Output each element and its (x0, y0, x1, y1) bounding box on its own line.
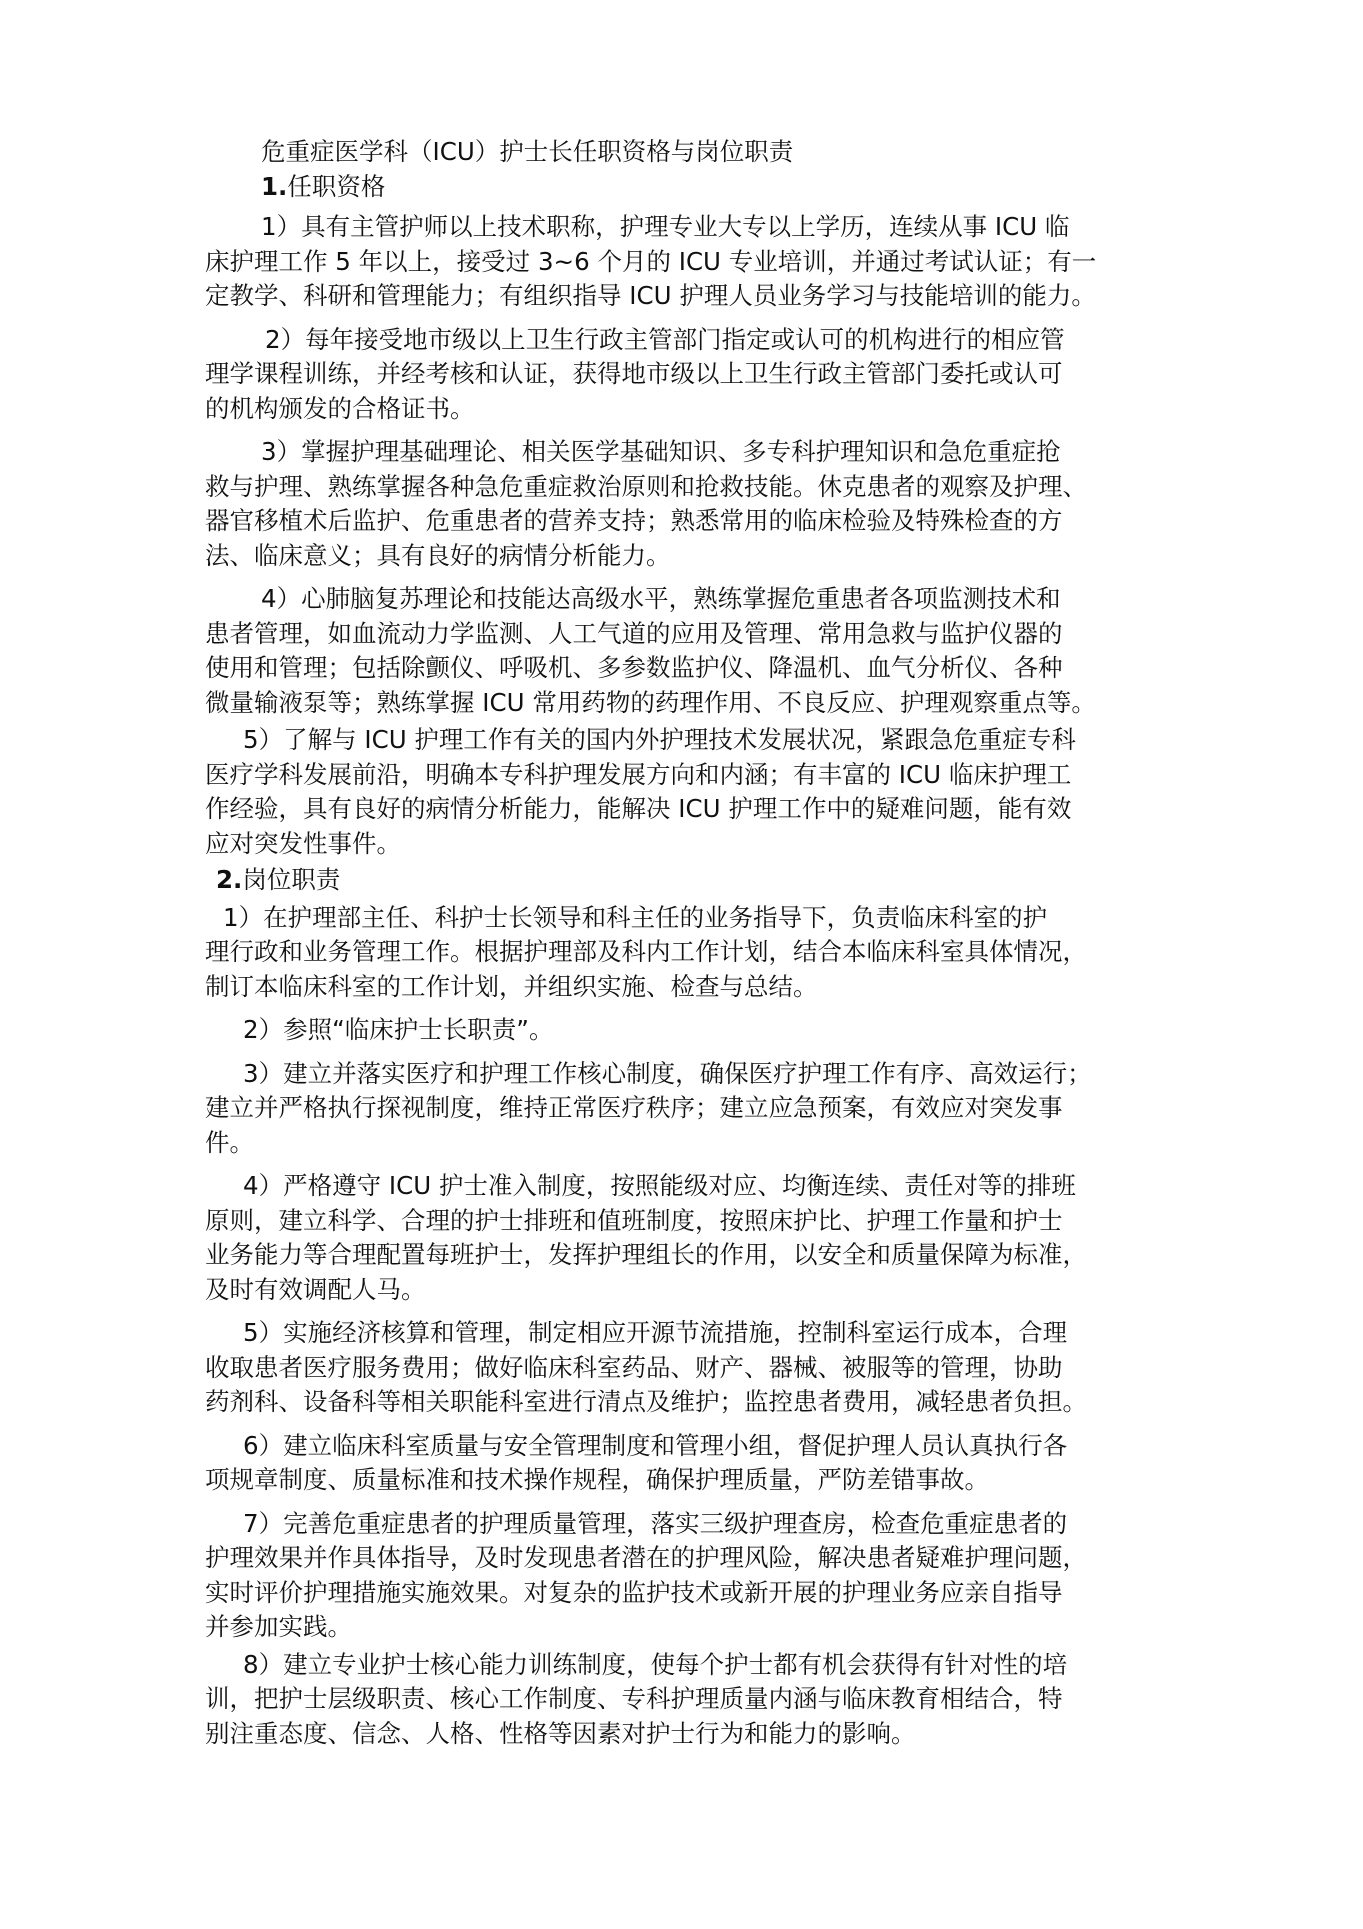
qualification-item-2 (205, 323, 1165, 427)
qualification-item-3 (205, 435, 1165, 573)
paragraph-line: 法、临床意义；具有良好的病情分析能力。 (205, 540, 671, 570)
paragraph-line: 5）了解与 ICU 护理工作有关的国内外护理技术发展状况，紧跟急危重症专科 (243, 725, 1076, 754)
paragraph-line: 1）在护理部主任、科护士长领导和科主任的业务指导下，负责临床科室的护 (223, 902, 1048, 932)
section-label: 岗位职责 (242, 865, 341, 894)
paragraph-line: 及时有效调配人马。 (205, 1274, 426, 1304)
paragraph-line: 器官移植术后监护、危重患者的营养支持；熟悉常用的临床检验及特殊检查的方 (205, 506, 1063, 535)
paragraph-line: 的机构颁发的合格证书。 (205, 393, 475, 423)
responsibility-item-4 (205, 1169, 1165, 1307)
qualification-item-4 (205, 582, 1165, 720)
section-heading-responsibilities (205, 863, 1165, 898)
responsibility-item-8 (205, 1648, 1165, 1752)
paragraph-line: 应对突发性事件。 (205, 828, 401, 858)
responsibility-item-1 (205, 901, 1165, 1005)
paragraph-line: 业务能力等合理配置每班护士，发挥护理组长的作用，以安全和质量保障为标准， (205, 1240, 1087, 1269)
paragraph-line: 7）完善危重症患者的护理质量管理，落实三级护理查房，检查危重症患者的 (243, 1508, 1068, 1538)
section-label: 任职资格 (287, 171, 386, 201)
paragraph-line: 实时评价护理措施实施效果。对复杂的监护技术或新开展的护理业务应亲自指导 (205, 1577, 1063, 1607)
paragraph-line: 患者管理，如血流动力学监测、人工气道的应用及管理、常用急救与监护仪器的 (205, 618, 1063, 648)
paragraph-line: 训，把护士层级职责、核心工作制度、专科护理质量内涵与临床教育相结合，特 (205, 1684, 1063, 1713)
section-number: 2. (216, 865, 243, 894)
paragraph-line: 别注重态度、信念、人格、性格等因素对护士行为和能力的影响。 (205, 1718, 916, 1748)
paragraph-line: 床护理工作 5 年以上，接受过 3~6 个月的 ICU 专业培训，并通过考试认证；有一 (205, 246, 1097, 276)
paragraph-line: 制订本临床科室的工作计划，并组织实施、检查与总结。 (205, 971, 818, 1001)
paragraph-line: 件。 (205, 1127, 254, 1157)
responsibility-item-6 (205, 1429, 1165, 1498)
qualification-item-1 (205, 210, 1165, 314)
paragraph-line: 3）掌握护理基础理论、相关医学基础知识、多专科护理知识和急危重症抢 (261, 437, 1061, 466)
paragraph-line: 理学课程训练，并经考核和认证，获得地市级以上卫生行政主管部门委托或认可 (205, 359, 1063, 388)
paragraph-line: 定教学、科研和管理能力；有组织指导 ICU 护理人员业务学习与技能培训的能力。 (205, 281, 1096, 310)
responsibility-item-7 (205, 1507, 1165, 1645)
paragraph-line: 并参加实践。 (205, 1612, 352, 1641)
paragraph-line: 药剂科、设备科等相关职能科室进行清点及维护；监控患者费用，减轻患者负担。 (205, 1387, 1087, 1416)
section-heading-qualifications (205, 170, 1165, 205)
responsibility-item-5 (205, 1316, 1165, 1420)
paragraph-line: 项规章制度、质量标准和技术操作规程，确保护理质量，严防差错事故。 (205, 1465, 989, 1494)
paragraph-line: 4）心肺脑复苏理论和技能达高级水平，熟练掌握危重患者各项监测技术和 (261, 584, 1061, 613)
paragraph-line: 护理效果并作具体指导，及时发现患者潜在的护理风险，解决患者疑难护理问题， (205, 1543, 1087, 1572)
paragraph-line: 作经验，具有良好的病情分析能力，能解决 ICU 护理工作中的疑难问题，能有效 (205, 794, 1072, 823)
paragraph-line: 救与护理、熟练掌握各种急危重症救治原则和抢救技能。休克患者的观察及护理、 (205, 471, 1087, 501)
section-number: 1. (261, 171, 288, 201)
paragraph-line: 2）参照“临床护士长职责”。 (243, 1015, 554, 1044)
paragraph-line: 1）具有主管护师以上技术职称，护理专业大专以上学历，连续从事 ICU 临 (261, 212, 1070, 241)
paragraph-line: 6）建立临床科室质量与安全管理制度和管理小组，督促护理人员认真执行各 (243, 1430, 1068, 1460)
paragraph-line: 收取患者医疗服务费用；做好临床科室药品、财产、器械、被服等的管理，协助 (205, 1352, 1063, 1382)
paragraph-line: 4）严格遵守 ICU 护士准入制度，按照能级对应、均衡连续、责任对等的排班 (243, 1171, 1076, 1200)
paragraph-line: 理行政和业务管理工作。根据护理部及科内工作计划，结合本临床科室具体情况， (205, 937, 1087, 966)
paragraph-line: 使用和管理；包括除颤仪、呼吸机、多参数监护仪、降温机、血气分析仪、各种 (205, 653, 1063, 682)
paragraph-line: 3）建立并落实医疗和护理工作核心制度，确保医疗护理工作有序、高效运行； (243, 1058, 1092, 1088)
responsibility-item-3 (205, 1057, 1165, 1161)
paragraph-line: 建立并严格执行探视制度，维持正常医疗秩序；建立应急预案，有效应对突发事 (205, 1093, 1063, 1122)
document-title: 危重症医学科（ICU）护士长任职资格与岗位职责 (261, 137, 794, 166)
qualification-item-5 (205, 723, 1165, 861)
paragraph-line: 医疗学科发展前沿，明确本专科护理发展方向和内涵；有丰富的 ICU 临床护理工 (205, 759, 1072, 789)
document-body (205, 135, 1165, 1751)
paragraph-line: 2）每年接受地市级以上卫生行政主管部门指定或认可的机构进行的相应管 (265, 324, 1065, 354)
paragraph-line: 原则，建立科学、合理的护士排班和值班制度，按照床护比、护理工作量和护士 (205, 1205, 1063, 1235)
responsibility-item-2 (205, 1013, 1165, 1048)
paragraph-line: 微量输液泵等；熟练掌握 ICU 常用药物的药理作用、不良反应、护理观察重点等。 (205, 687, 1096, 717)
paragraph-line: 5）实施经济核算和管理，制定相应开源节流措施，控制科室运行成本，合理 (243, 1318, 1068, 1347)
paragraph-line: 8）建立专业护士核心能力训练制度，使每个护士都有机会获得有针对性的培 (243, 1649, 1068, 1679)
